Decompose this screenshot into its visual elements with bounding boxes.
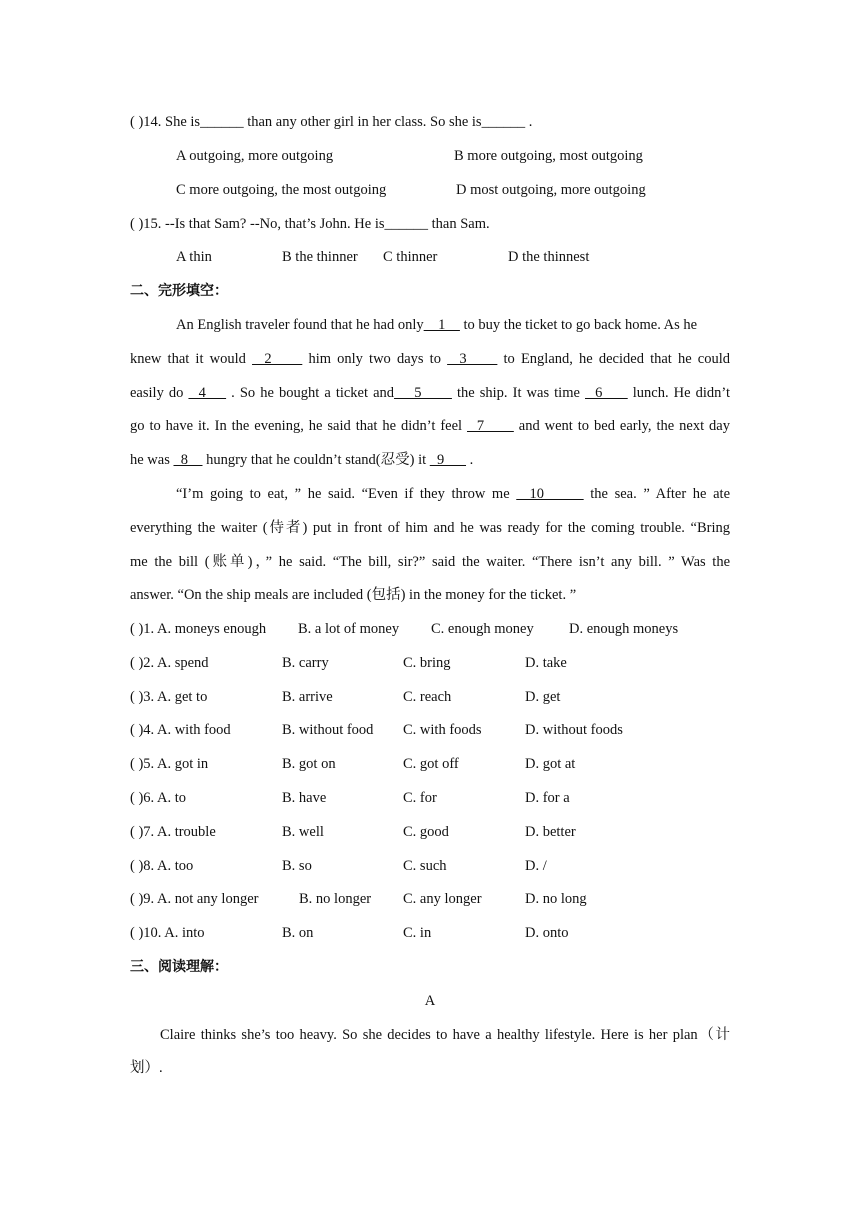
cloze-text: go to have it. In the evening, he said that he didn’t feel bbox=[130, 418, 468, 434]
option-4-c: C. with foods bbox=[403, 722, 482, 738]
option-1-a: ( )1. A. moneys enough bbox=[130, 621, 267, 637]
option-7-d: D. better bbox=[525, 824, 576, 840]
blank-9: 9 bbox=[429, 452, 467, 468]
blank-4: 4 bbox=[188, 385, 227, 401]
option-6-d: D. for a bbox=[525, 790, 570, 806]
question-14-option-c: C more outgoing, the most outgoing bbox=[176, 182, 387, 198]
cloze-line-4 bbox=[130, 416, 730, 436]
option-2-c: C. bring bbox=[403, 655, 451, 671]
cloze-text: to buy the ticket to go back home. As he bbox=[459, 317, 698, 333]
section-cloze-title: 二、完形填空： bbox=[130, 283, 228, 299]
option-1-d: D. enough moneys bbox=[569, 621, 679, 637]
option-7-a: ( )7. A. trouble bbox=[130, 824, 216, 840]
question-15-stem: ( )15. --Is that Sam? --No, that’s John. He is______ than Sam. bbox=[130, 216, 490, 232]
blank-2: 2 bbox=[252, 351, 303, 367]
cloze-line-6 bbox=[176, 484, 730, 504]
option-3-d: D. get bbox=[525, 689, 561, 705]
cloze-line-1 bbox=[176, 315, 730, 335]
section-reading-title: 三、阅读理解： bbox=[130, 959, 228, 975]
question-14-option-a: A outgoing, more outgoing bbox=[176, 148, 334, 164]
option-8-c: C. such bbox=[403, 858, 447, 874]
blank-7: 7 bbox=[467, 418, 514, 434]
option-9-a: ( )9. A. not any longer bbox=[130, 891, 259, 907]
option-8-a: ( )8. A. too bbox=[130, 858, 194, 874]
blank-6: 6 bbox=[585, 385, 628, 401]
cloze-text: the ship. It was time bbox=[451, 385, 585, 401]
option-6-a: ( )6. A. to bbox=[130, 790, 186, 806]
cloze-line-2 bbox=[130, 349, 730, 369]
option-10-c: C. in bbox=[403, 925, 432, 941]
option-7-c: C. good bbox=[403, 824, 449, 840]
question-15-option-a: A thin bbox=[176, 249, 212, 265]
question-14-option-b: B more outgoing, most outgoing bbox=[454, 148, 643, 164]
blank-8: 8 bbox=[173, 452, 203, 468]
option-2-b: B. carry bbox=[282, 655, 329, 671]
passage-a-line-2: 划）. bbox=[130, 1060, 163, 1076]
passage-a-label: A bbox=[424, 993, 436, 1009]
option-10-a: ( )10. A. into bbox=[130, 925, 205, 941]
option-6-b: B. have bbox=[282, 790, 327, 806]
cloze-text: and went to bed early, the next day bbox=[513, 418, 730, 434]
cloze-line-9: answer. “On the ship meals are included (包括) in the money for the ticket. ” bbox=[130, 587, 577, 603]
option-2-a: ( )2. A. spend bbox=[130, 655, 209, 671]
option-2-d: D. take bbox=[525, 655, 567, 671]
question-15-option-d: D the thinnest bbox=[508, 249, 590, 265]
cloze-text: the sea. ” After he ate bbox=[583, 486, 730, 502]
blank-1: 1 bbox=[423, 317, 460, 333]
option-4-d: D. without foods bbox=[525, 722, 623, 738]
cloze-text: “I’m going to eat, ” he said. “Even if they throw me bbox=[176, 486, 517, 502]
cloze-text: . bbox=[466, 452, 474, 468]
option-7-b: B. well bbox=[282, 824, 324, 840]
cloze-text: . So he bought a ticket and bbox=[226, 385, 395, 401]
cloze-line-3 bbox=[130, 383, 730, 403]
cloze-text: he was bbox=[130, 452, 174, 468]
option-9-d: D. no long bbox=[525, 891, 587, 907]
question-15-option-b: B the thinner bbox=[282, 249, 358, 265]
option-1-b: B. a lot of money bbox=[298, 621, 400, 637]
option-5-c: C. got off bbox=[403, 756, 459, 772]
option-5-a: ( )5. A. got in bbox=[130, 756, 209, 772]
option-4-b: B. without food bbox=[282, 722, 374, 738]
option-4-a: ( )4. A. with food bbox=[130, 722, 231, 738]
option-5-b: B. got on bbox=[282, 756, 336, 772]
blank-3: 3 bbox=[447, 351, 498, 367]
option-3-b: B. arrive bbox=[282, 689, 333, 705]
option-1-c: C. enough money bbox=[431, 621, 534, 637]
option-10-d: D. onto bbox=[525, 925, 569, 941]
cloze-line-8: me the bill (账单)，” he said. “The bill, sir?” said the waiter. “There isn’t any bill. ” Was the bbox=[130, 554, 730, 570]
cloze-text: to England, he decided that he could bbox=[497, 351, 731, 367]
cloze-text: easily do bbox=[130, 385, 189, 401]
option-10-b: B. on bbox=[282, 925, 314, 941]
cloze-line-5 bbox=[130, 450, 473, 470]
option-6-c: C. for bbox=[403, 790, 437, 806]
cloze-text: hungry that he couldn’t stand(忍受) it bbox=[202, 452, 430, 468]
blank-5: 5 bbox=[394, 385, 452, 401]
cloze-text: knew that it would bbox=[130, 351, 253, 367]
option-8-b: B. so bbox=[282, 858, 312, 874]
question-14-stem: ( )14. She is______ than any other girl in her class. So she is______ . bbox=[130, 114, 533, 130]
option-9-c: C. any longer bbox=[403, 891, 482, 907]
question-14-option-d: D most outgoing, more outgoing bbox=[456, 182, 646, 198]
option-5-d: D. got at bbox=[525, 756, 576, 772]
cloze-text: him only two days to bbox=[302, 351, 448, 367]
cloze-text: An English traveler found that he had only bbox=[176, 317, 424, 333]
question-15-option-c: C thinner bbox=[383, 249, 438, 265]
blank-10: 10 bbox=[516, 486, 584, 502]
cloze-text: lunch. He didn’t bbox=[627, 385, 731, 401]
option-9-b: B. no longer bbox=[299, 891, 372, 907]
option-8-d: D. / bbox=[525, 858, 547, 874]
cloze-line-7: everything the waiter (侍者) put in front of him and he was ready for the coming trouble. “Bring bbox=[130, 520, 730, 536]
option-3-c: C. reach bbox=[403, 689, 452, 705]
option-3-a: ( )3. A. get to bbox=[130, 689, 208, 705]
passage-a-line-1: Claire thinks she’s too heavy. So she decides to have a healthy lifestyle. Here is her plan（计 bbox=[160, 1027, 730, 1043]
